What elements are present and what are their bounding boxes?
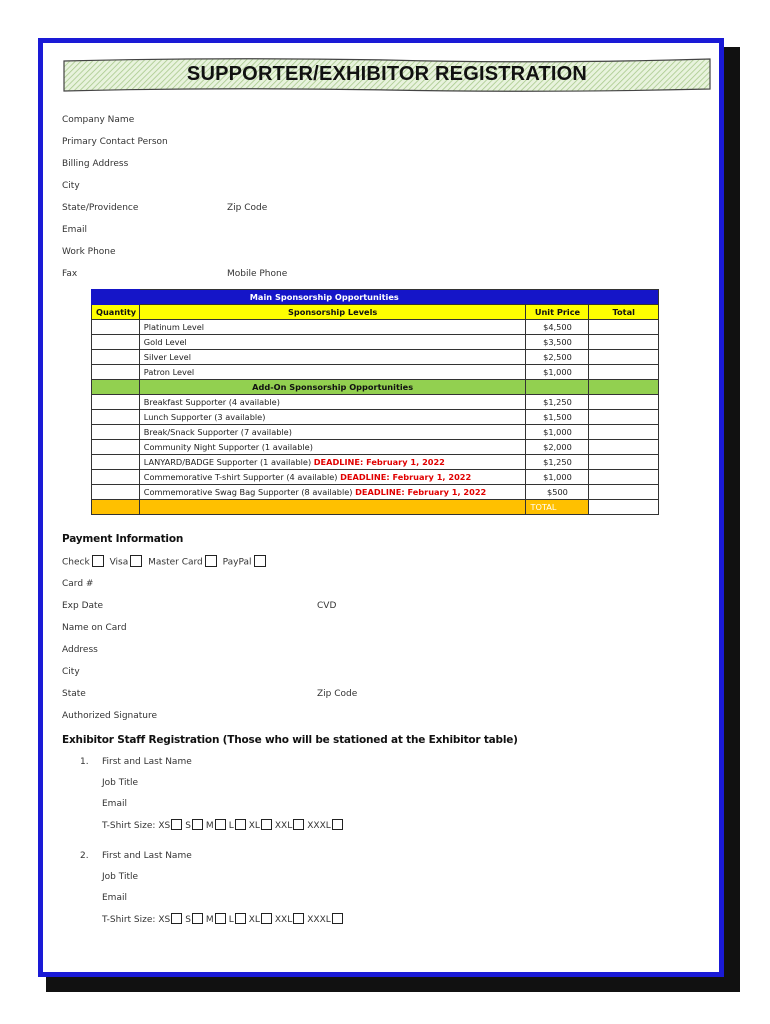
main-sponsorship-header: Main Sponsorship Opportunities	[139, 290, 658, 305]
price-cell: $1,000	[526, 425, 589, 440]
size-l-checkbox[interactable]	[235, 913, 246, 924]
size-xs-checkbox[interactable]	[171, 819, 182, 830]
level-cell: Platinum Level	[139, 320, 526, 335]
check-checkbox[interactable]	[92, 555, 104, 567]
price-cell: $2,500	[526, 350, 589, 365]
company-name-label: Company Name	[62, 115, 135, 125]
authorized-signature-label: Authorized Signature	[62, 711, 158, 721]
price-cell: $1,000	[526, 365, 589, 380]
size-xl-label: XL	[248, 915, 260, 925]
quantity-cell[interactable]	[92, 320, 140, 335]
check-label: Check	[62, 557, 90, 568]
level-text: Lunch Supporter (3 available)	[143, 411, 266, 422]
first-last-name-label: First and Last Name	[102, 851, 192, 861]
size-s-checkbox[interactable]	[192, 819, 203, 830]
table-row	[92, 485, 659, 500]
city-label: City	[62, 181, 80, 191]
deadline-text: DEADLINE: February 1, 2022	[313, 456, 445, 467]
contact-person-label: Primary Contact Person	[62, 137, 168, 147]
email-label: Email	[62, 225, 87, 235]
level-cell	[139, 395, 526, 410]
level-cell: Gold Level	[139, 335, 526, 350]
total-cell[interactable]	[589, 470, 659, 485]
size-xxxl-checkbox[interactable]	[332, 913, 343, 924]
visa-label: Visa	[109, 557, 129, 568]
size-xxl-label: XXL	[274, 821, 293, 831]
sponsorship-table	[91, 289, 659, 515]
size-xl-checkbox[interactable]	[261, 819, 272, 830]
level-cell: Patron Level	[139, 365, 526, 380]
size-xxl-checkbox[interactable]	[293, 819, 304, 830]
exp-date-label: Exp Date	[62, 601, 104, 611]
title-banner	[62, 57, 712, 93]
tshirt-size-label: T-Shirt Size:	[102, 821, 156, 831]
quantity-cell[interactable]	[92, 440, 140, 455]
cvd-label: CVD	[317, 601, 337, 611]
size-xs-checkbox[interactable]	[171, 913, 182, 924]
level-cell	[139, 410, 526, 425]
price-cell: $1,500	[526, 410, 589, 425]
size-m-checkbox[interactable]	[215, 913, 226, 924]
size-xxxl-label: XXXL	[307, 915, 331, 925]
quantity-cell[interactable]	[92, 395, 140, 410]
fax-label: Fax	[62, 269, 78, 279]
quantity-cell[interactable]	[92, 350, 140, 365]
size-s-label: S	[185, 915, 191, 925]
size-s-checkbox[interactable]	[192, 913, 203, 924]
tshirt-size-label: T-Shirt Size:	[102, 915, 156, 925]
master-card-label: Master Card	[148, 557, 203, 568]
addon-header-row	[92, 380, 659, 395]
list-number: 2.	[80, 851, 89, 861]
grand-total-cell[interactable]	[589, 500, 659, 515]
first-last-name-label: First and Last Name	[102, 757, 192, 767]
tshirt-size-row	[102, 820, 346, 831]
list-number: 1.	[80, 757, 89, 767]
deadline-text: DEADLINE: February 1, 2022	[340, 471, 472, 482]
payment-zip-label: Zip Code	[317, 689, 358, 699]
staff-email-label: Email	[102, 799, 127, 809]
table-row	[92, 470, 659, 485]
payment-heading: Payment Information	[62, 533, 184, 545]
main-sponsorship-header-row	[92, 290, 659, 305]
column-header-row	[92, 305, 659, 320]
level-cell	[139, 455, 526, 470]
total-cell[interactable]	[589, 440, 659, 455]
total-cell[interactable]	[589, 425, 659, 440]
total-cell[interactable]	[589, 395, 659, 410]
size-m-label: M	[205, 915, 214, 925]
size-l-label: L	[228, 915, 234, 925]
addon-header: Add-On Sponsorship Opportunities	[139, 380, 526, 395]
level-text: Commemorative T-shirt Supporter (4 available)	[143, 471, 338, 482]
table-row	[92, 395, 659, 410]
size-xl-checkbox[interactable]	[261, 913, 272, 924]
payment-address-label: Address	[62, 645, 98, 655]
size-s-label: S	[185, 821, 191, 831]
level-text: Break/Snack Supporter (7 available)	[143, 426, 292, 437]
price-cell: $1,250	[526, 395, 589, 410]
table-row	[92, 440, 659, 455]
total-cell[interactable]	[589, 455, 659, 470]
state-label: State/Providence	[62, 203, 139, 213]
job-title-label: Job Title	[102, 872, 139, 882]
quantity-cell[interactable]	[92, 410, 140, 425]
size-l-checkbox[interactable]	[235, 819, 246, 830]
size-m-checkbox[interactable]	[215, 819, 226, 830]
size-xxxl-checkbox[interactable]	[332, 819, 343, 830]
size-xs-label: XS	[158, 821, 171, 831]
level-cell	[139, 425, 526, 440]
staff-heading: Exhibitor Staff Registration (Those who will be stationed at the Exhibitor table)	[62, 734, 518, 746]
total-cell[interactable]	[589, 485, 659, 500]
levels-header: Sponsorship Levels	[139, 305, 526, 320]
paypal-label: PayPal	[222, 557, 252, 568]
level-text: Community Night Supporter (1 available)	[143, 441, 313, 452]
level-text: Commemorative Swag Bag Supporter (8 available)	[143, 486, 353, 497]
billing-address-label: Billing Address	[62, 159, 129, 169]
work-phone-label: Work Phone	[62, 247, 116, 257]
quantity-cell[interactable]	[92, 470, 140, 485]
quantity-cell[interactable]	[92, 485, 140, 500]
zip-code-label: Zip Code	[227, 203, 268, 213]
level-cell: Silver Level	[139, 350, 526, 365]
master-card-checkbox[interactable]	[205, 555, 217, 567]
name-on-card-label: Name on Card	[62, 623, 127, 633]
quantity-header: Quantity	[92, 305, 140, 320]
size-xxxl-label: XXXL	[307, 821, 331, 831]
level-text: LANYARD/BADGE Supporter (1 available)	[143, 456, 312, 467]
payment-city-label: City	[62, 667, 80, 677]
table-row	[92, 335, 659, 350]
total-row	[92, 500, 659, 515]
table-row	[92, 455, 659, 470]
deadline-text: DEADLINE: February 1, 2022	[355, 486, 487, 497]
size-xl-label: XL	[248, 821, 260, 831]
total-cell[interactable]	[589, 365, 659, 380]
staff-email-label: Email	[102, 893, 127, 903]
mobile-phone-label: Mobile Phone	[227, 269, 288, 279]
size-m-label: M	[205, 821, 214, 831]
size-xxl-checkbox[interactable]	[293, 913, 304, 924]
tshirt-size-row	[102, 914, 346, 925]
size-xxl-label: XXL	[274, 915, 293, 925]
total-cell[interactable]	[589, 335, 659, 350]
price-cell: $2,000	[526, 440, 589, 455]
job-title-label: Job Title	[102, 778, 139, 788]
total-cell[interactable]	[589, 410, 659, 425]
total-cell[interactable]	[589, 320, 659, 335]
unit-price-header: Unit Price	[526, 305, 589, 320]
level-cell	[139, 470, 526, 485]
payment-methods	[62, 556, 269, 568]
quantity-cell[interactable]	[92, 335, 140, 350]
table-row	[92, 320, 659, 335]
level-cell	[139, 485, 526, 500]
card-number-label: Card #	[62, 579, 94, 589]
paypal-checkbox[interactable]	[254, 555, 266, 567]
quantity-cell[interactable]	[92, 425, 140, 440]
table-row	[92, 365, 659, 380]
table-row	[92, 425, 659, 440]
total-label: TOTAL	[526, 500, 589, 515]
size-xs-label: XS	[158, 915, 171, 925]
price-cell: $1,250	[526, 455, 589, 470]
total-header: Total	[589, 305, 659, 320]
price-cell: $4,500	[526, 320, 589, 335]
total-cell[interactable]	[589, 350, 659, 365]
page-title: SUPPORTER/EXHIBITOR REGISTRATION	[186, 63, 588, 85]
visa-checkbox[interactable]	[130, 555, 142, 567]
size-l-label: L	[228, 821, 234, 831]
quantity-cell[interactable]	[92, 455, 140, 470]
level-text: Breakfast Supporter (4 available)	[143, 396, 280, 407]
table-row	[92, 410, 659, 425]
price-cell: $3,500	[526, 335, 589, 350]
level-cell	[139, 440, 526, 455]
price-cell: $500	[526, 485, 589, 500]
quantity-cell[interactable]	[92, 365, 140, 380]
table-row	[92, 350, 659, 365]
payment-state-label: State	[62, 689, 86, 699]
price-cell: $1,000	[526, 470, 589, 485]
